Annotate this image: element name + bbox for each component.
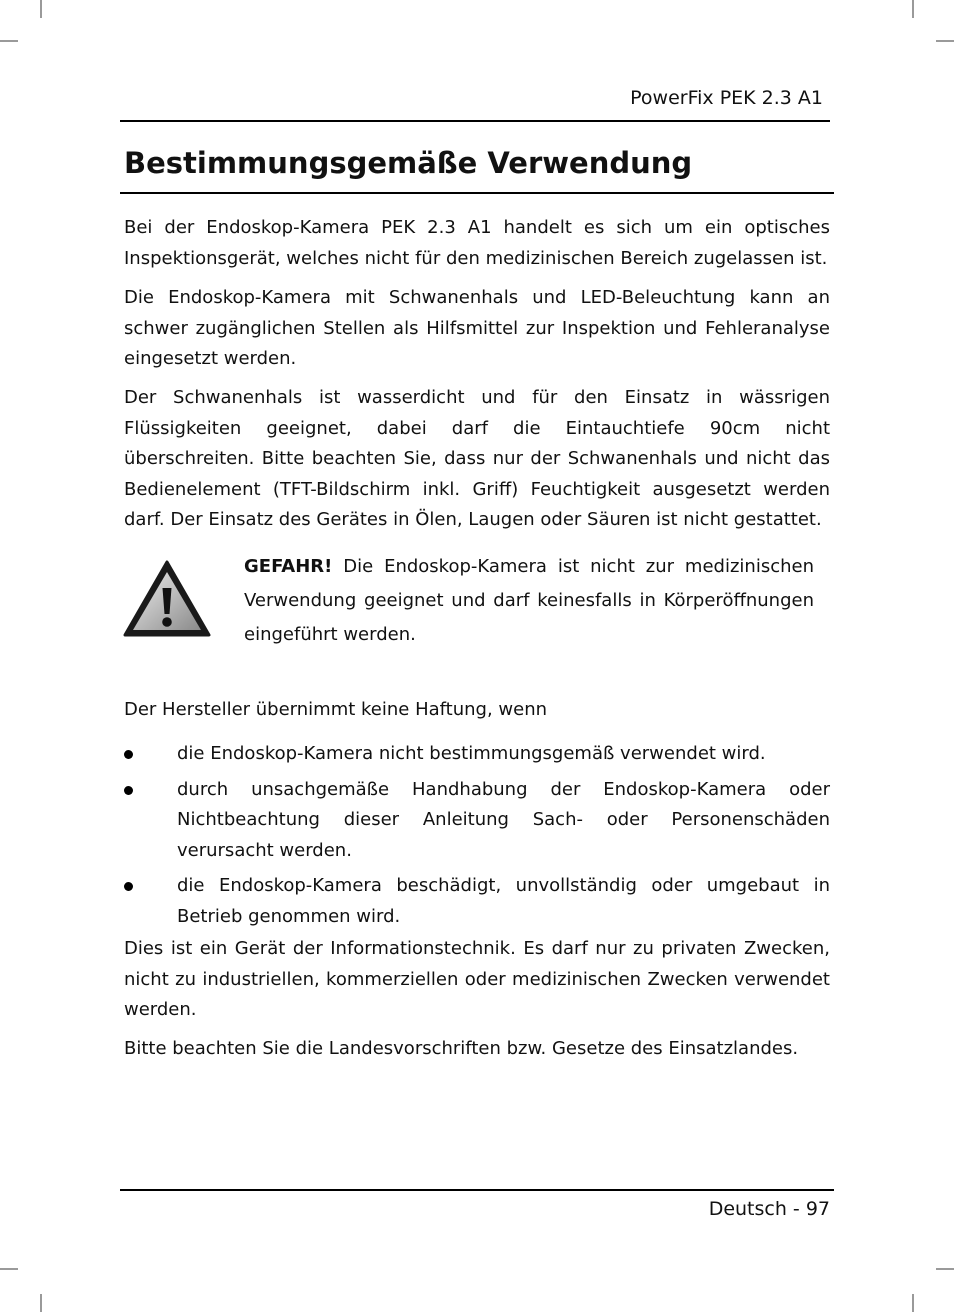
crop-mark	[912, 0, 914, 18]
bullet-icon	[124, 750, 133, 759]
bullet-icon	[124, 786, 133, 795]
list-item	[124, 739, 830, 770]
list-item-text: die Endoskop-Kamera nicht bestimmungsgemäß verwendet wird.	[177, 743, 766, 764]
running-header: PowerFix PEK 2.3 A1	[630, 87, 823, 109]
liability-intro: Der Hersteller übernimmt keine Haftung, wenn	[124, 699, 548, 720]
list-item	[124, 871, 830, 932]
warning-triangle-icon	[123, 560, 211, 638]
crop-mark	[0, 1268, 18, 1270]
footer-rule	[120, 1189, 834, 1191]
list-item	[124, 775, 830, 867]
crop-mark	[40, 0, 42, 18]
bullet-icon	[124, 882, 133, 891]
paragraph-it-device: Dies ist ein Gerät der Informationstechnik. Es darf nur zu privaten Zwecken, nicht zu industriellen, kommerziellen oder medizinischen Zwecken verwendet werden.	[124, 938, 830, 1020]
crop-mark	[912, 1294, 914, 1312]
liability-list	[124, 739, 830, 932]
paragraph-intro: Bei der Endoskop-Kamera PEK 2.3 A1 handelt es sich um ein optisches Inspektionsgerät, welches nicht für den medizinischen Bereich zugelassen ist.	[124, 217, 830, 269]
title-rule	[120, 192, 834, 194]
crop-mark	[936, 1268, 954, 1270]
header-rule	[120, 120, 830, 122]
warning-notice	[244, 550, 814, 652]
list-item-text: die Endoskop-Kamera beschädigt, unvollständig oder umgebaut in Betrieb genommen wird.	[177, 875, 830, 927]
list-item-text: durch unsachgemäße Handhabung der Endoskop-Kamera oder Nichtbeachtung dieser Anleitung Sach- oder Personenschäden verursacht werden.	[177, 778, 830, 861]
crop-mark	[40, 1294, 42, 1312]
paragraph-usage: Die Endoskop-Kamera mit Schwanenhals und LED-Beleuchtung kann an schwer zugänglichen Stellen als Hilfsmittel zur Inspektion und Fehleranalyse eingesetzt werden.	[124, 287, 830, 369]
page-title: Bestimmungsgemäße Verwendung	[124, 146, 693, 180]
warning-label: GEFAHR!	[244, 556, 333, 577]
page-number: Deutsch - 97	[708, 1198, 830, 1220]
paragraph-waterproof: Der Schwanenhals ist wasserdicht und für den Einsatz in wässrigen Flüssigkeiten geeignet, dabei darf die Eintauchtiefe 90cm nicht überschreiten. Bitte beachten Sie, dass nur der Schwanenhals und nicht das Bedienelement (TFT-Bildschirm inkl. Griff) Feuchtigkeit ausgesetzt werden darf. Der Einsatz des Gerätes in Ölen, Laugen oder Säuren ist nicht gestattet.	[124, 387, 830, 530]
crop-mark	[936, 40, 954, 42]
warning-text: Die Endoskop-Kamera ist nicht zur medizinischen Verwendung geeignet und darf keinesfalls in Körperöffnungen eingeführt werden.	[244, 556, 814, 645]
paragraph-regulations: Bitte beachten Sie die Landesvorschriften bzw. Gesetze des Einsatzlandes.	[124, 1038, 799, 1059]
crop-mark	[0, 40, 18, 42]
